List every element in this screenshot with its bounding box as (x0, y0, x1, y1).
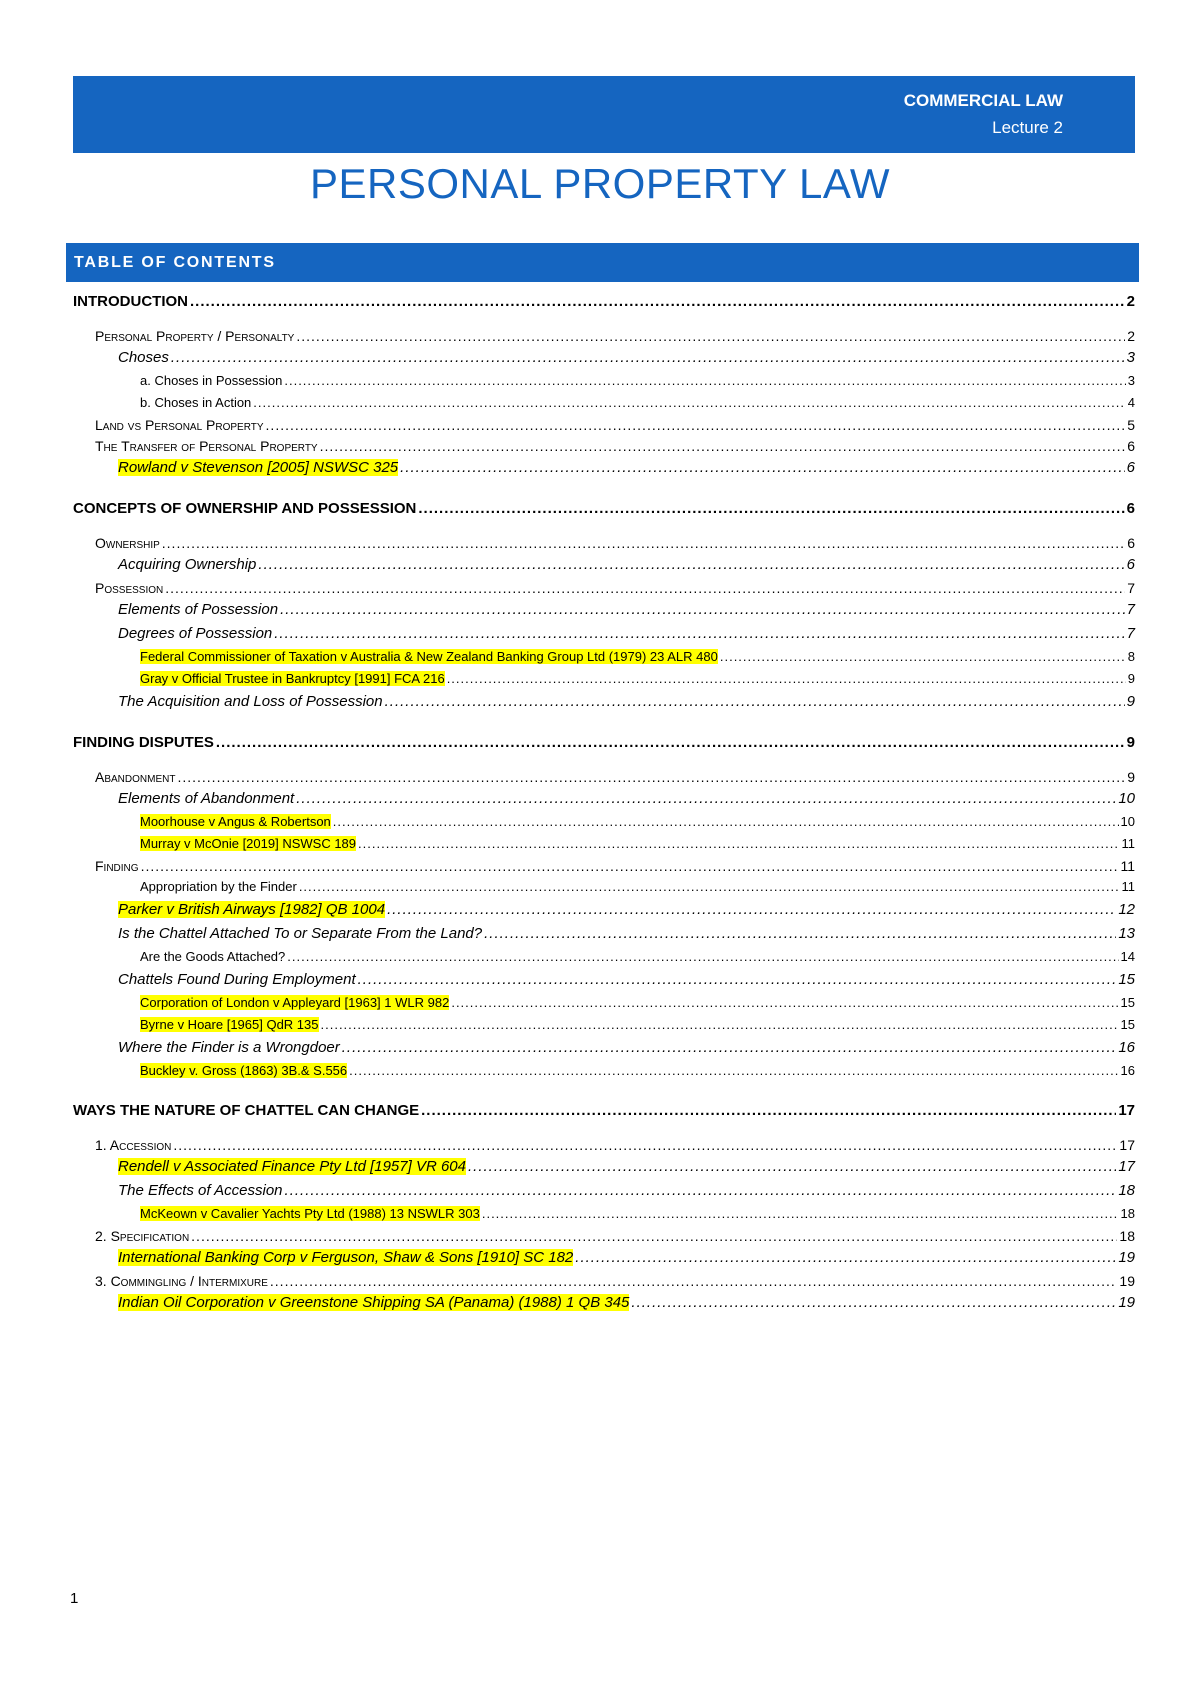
toc-entry-page: 18 (1119, 1228, 1135, 1244)
toc-entry-page: 3 (1127, 373, 1135, 388)
toc-entry-page: 15 (1120, 1017, 1135, 1032)
toc-entry[interactable] (73, 373, 1135, 395)
toc-entry[interactable] (73, 671, 1135, 693)
toc-entry-title: Chattels Found During Employment (118, 971, 356, 988)
toc-entry[interactable] (73, 556, 1135, 580)
toc-entry-page: 2 (1126, 293, 1135, 310)
toc-dot-leader (191, 1228, 1117, 1244)
toc-dot-leader (162, 535, 1125, 551)
toc-entry-title: Choses (118, 349, 169, 366)
toc-entry[interactable] (73, 858, 1135, 879)
toc-entry-page: 13 (1118, 925, 1135, 942)
toc-dot-leader (720, 649, 1126, 664)
document-title: PERSONAL PROPERTY LAW (309, 160, 890, 207)
toc-entry-page: 7 (1126, 601, 1135, 618)
toc-entry-page: 11 (1121, 836, 1135, 851)
toc-header-band (66, 243, 1139, 282)
toc-entry-page: 10 (1118, 790, 1135, 807)
toc-dot-leader (216, 734, 1125, 751)
toc-entry-title: Degrees of Possession (118, 625, 273, 642)
toc-entry-page: 16 (1120, 1063, 1135, 1078)
toc-dot-leader (421, 1102, 1116, 1119)
toc-dot-leader (173, 1137, 1117, 1153)
toc-entry-page: 11 (1120, 858, 1135, 874)
toc-entry-title: 3. Commingling / Intermixure (95, 1273, 268, 1289)
toc-dot-leader (342, 1039, 1117, 1056)
toc-entry-title: a. Choses in Possession (140, 373, 283, 388)
toc-dot-leader (171, 349, 1125, 366)
toc-entry-title: INTRODUCTION (73, 293, 188, 310)
toc-entry[interactable] (73, 1102, 1135, 1124)
toc-entry-title: Where the Finder is a Wrongdoer (118, 1039, 340, 1056)
toc-entry-page: 19 (1118, 1249, 1135, 1266)
lecture-label: Lecture 2 (992, 118, 1063, 137)
toc-entry-page: 8 (1127, 649, 1135, 664)
toc-entry-title: Abandonment (95, 769, 176, 785)
page-number: 1 (70, 1590, 79, 1607)
toc-dot-leader (358, 971, 1117, 988)
toc-entry[interactable] (73, 1228, 1135, 1249)
toc-entry[interactable] (73, 734, 1135, 756)
toc-entry[interactable] (73, 1063, 1135, 1085)
toc-entry[interactable] (73, 349, 1135, 373)
toc-dot-leader (270, 1273, 1118, 1289)
toc-entry-page: 17 (1119, 1137, 1135, 1153)
toc-entry[interactable] (73, 836, 1135, 858)
toc-entry[interactable] (73, 1294, 1135, 1318)
toc-entry-title: Byrne v Hoare [1965] QdR 135 (140, 1017, 319, 1032)
toc-entry-page: 7 (1126, 625, 1135, 642)
toc-dot-leader (141, 858, 1119, 874)
toc-entry-page: 5 (1127, 417, 1135, 433)
toc-entry-title: Buckley v. Gross (1863) 3B.& S.556 (140, 1063, 348, 1078)
toc-heading: TABLE OF CONTENTS (74, 254, 276, 271)
toc-dot-leader (575, 1249, 1116, 1266)
toc-dot-leader (387, 901, 1116, 918)
toc-entry-title: The Effects of Accession (118, 1182, 283, 1199)
toc-entry-title: FINDING DISPUTES (73, 734, 214, 751)
toc-entry-title: Rowland v Stevenson [2005] NSWSC 325 (118, 459, 399, 476)
toc-dot-leader (253, 395, 1125, 410)
toc-dot-leader (296, 328, 1125, 344)
toc-dot-leader (418, 500, 1124, 517)
toc-entry-page: 6 (1127, 535, 1135, 551)
toc-entry-page: 17 (1118, 1102, 1135, 1119)
toc-dot-leader (349, 1063, 1118, 1078)
toc-entry-title: Murray v McOnie [2019] NSWSC 189 (140, 836, 357, 851)
toc-entry-page: 9 (1126, 734, 1135, 751)
toc-entry-title: Possession (95, 580, 164, 596)
toc-dot-leader (177, 769, 1125, 785)
toc-entry[interactable] (73, 879, 1135, 901)
course-title: COMMERCIAL LAW (903, 91, 1063, 110)
toc-entry-page: 6 (1126, 556, 1135, 573)
toc-dot-leader (280, 601, 1125, 618)
toc-entry[interactable] (73, 1273, 1135, 1294)
toc-dot-leader (333, 814, 1119, 829)
toc-entry-title: Moorhouse v Angus & Robertson (140, 814, 331, 829)
toc-dot-leader (321, 1017, 1119, 1032)
toc-entry-title: 2. Specification (95, 1228, 190, 1244)
toc-dot-leader (482, 1206, 1119, 1221)
toc-entry[interactable] (73, 995, 1135, 1017)
table-of-contents (73, 293, 1135, 1318)
toc-entry[interactable] (73, 395, 1135, 417)
toc-entry-title: The Acquisition and Loss of Possession (118, 693, 383, 710)
toc-entry-page: 11 (1121, 879, 1135, 894)
toc-entry[interactable] (73, 328, 1135, 349)
toc-dot-leader (451, 995, 1118, 1010)
toc-entry[interactable] (73, 459, 1135, 483)
toc-entry[interactable] (73, 601, 1135, 625)
toc-entry-title: WAYS THE NATURE OF CHATTEL CAN CHANGE (73, 1102, 420, 1119)
toc-entry-page: 6 (1126, 459, 1135, 476)
toc-entry[interactable] (73, 1017, 1135, 1039)
toc-entry-title: Corporation of London v Appleyard [1963] 1 WLR 982 (140, 995, 450, 1010)
toc-entry-page: 9 (1126, 693, 1135, 710)
toc-entry-title: Ownership (95, 535, 160, 551)
toc-entry-title: Elements of Possession (118, 601, 279, 618)
toc-entry-title: Rendell v Associated Finance Pty Ltd [1957] VR 604 (118, 1158, 466, 1175)
toc-dot-leader (484, 925, 1116, 942)
toc-entry-title: Are the Goods Attached? (140, 949, 286, 964)
toc-entry-page: 12 (1118, 901, 1135, 918)
toc-entry-page: 14 (1120, 949, 1135, 964)
toc-entry-title: Elements of Abandonment (118, 790, 295, 807)
toc-entry[interactable] (73, 580, 1135, 601)
toc-dot-leader (358, 836, 1119, 851)
toc-entry-page: 19 (1119, 1273, 1135, 1289)
toc-entry[interactable] (73, 901, 1135, 925)
toc-entry-title: Land vs Personal Property (95, 417, 264, 433)
toc-entry-title: Parker v British Airways [1982] QB 1004 (118, 901, 386, 918)
toc-entry[interactable] (73, 1137, 1135, 1158)
toc-entry[interactable] (73, 1249, 1135, 1273)
toc-entry-title: Is the Chattel Attached To or Separate From the Land? (118, 925, 483, 942)
toc-entry[interactable] (73, 417, 1135, 438)
toc-entry-page: 9 (1127, 671, 1135, 686)
toc-entry-page: 6 (1127, 438, 1135, 454)
toc-entry-title: Finding (95, 858, 139, 874)
toc-entry-title: b. Choses in Action (140, 395, 252, 410)
toc-dot-leader (296, 790, 1116, 807)
toc-entry[interactable] (73, 1206, 1135, 1228)
toc-entry[interactable] (73, 693, 1135, 717)
toc-entry[interactable] (73, 925, 1135, 949)
toc-dot-leader (631, 1294, 1116, 1311)
toc-entry-title: Personal Property / Personalty (95, 328, 295, 344)
toc-dot-leader (299, 879, 1120, 894)
toc-dot-leader (285, 1182, 1117, 1199)
toc-dot-leader (447, 671, 1126, 686)
toc-entry-page: 2 (1127, 328, 1135, 344)
toc-dot-leader (385, 693, 1125, 710)
toc-entry-title: McKeown v Cavalier Yachts Pty Ltd (1988) 13 NSWLR 303 (140, 1206, 480, 1221)
header-band (73, 76, 1135, 153)
toc-entry-title: Indian Oil Corporation v Greenstone Shipping SA (Panama) (1988) 1 QB 345 (118, 1294, 630, 1311)
toc-dot-leader (468, 1158, 1116, 1175)
toc-entry-page: 18 (1120, 1206, 1135, 1221)
toc-entry[interactable] (73, 1182, 1135, 1206)
toc-entry-page: 17 (1118, 1158, 1135, 1175)
toc-entry-page: 4 (1127, 395, 1135, 410)
toc-entry[interactable] (73, 535, 1135, 556)
toc-entry-page: 15 (1120, 995, 1135, 1010)
toc-entry-page: 16 (1118, 1039, 1135, 1056)
toc-entry[interactable] (73, 438, 1135, 459)
toc-entry[interactable] (73, 814, 1135, 836)
toc-entry-page: 15 (1118, 971, 1135, 988)
toc-entry[interactable] (73, 625, 1135, 649)
toc-entry-page: 10 (1120, 814, 1135, 829)
toc-entry-page: 3 (1126, 349, 1135, 366)
toc-entry-title: Acquiring Ownership (118, 556, 257, 573)
toc-entry-title: International Banking Corp v Ferguson, Shaw & Sons [1910] SC 182 (118, 1249, 574, 1266)
toc-entry[interactable] (73, 1158, 1135, 1182)
toc-entry-title: 1. Accession (95, 1137, 172, 1153)
toc-entry[interactable] (73, 769, 1135, 790)
toc-entry-page: 19 (1118, 1294, 1135, 1311)
toc-entry-title: Appropriation by the Finder (140, 879, 297, 894)
toc-entry-title: Federal Commissioner of Taxation v Australia & New Zealand Banking Group Ltd (1979) 23 ALR 480 (140, 649, 718, 664)
toc-dot-leader (287, 949, 1118, 964)
toc-dot-leader (320, 438, 1126, 454)
toc-dot-leader (400, 459, 1125, 476)
toc-entry-page: 18 (1118, 1182, 1135, 1199)
toc-entry[interactable] (73, 293, 1135, 315)
toc-entry-page: 7 (1127, 580, 1135, 596)
toc-entry[interactable] (73, 790, 1135, 814)
toc-entry[interactable] (73, 649, 1135, 671)
toc-entry[interactable] (73, 500, 1135, 522)
toc-entry-page: 6 (1126, 500, 1135, 517)
toc-entry[interactable] (73, 949, 1135, 971)
toc-entry-page: 9 (1127, 769, 1135, 785)
toc-dot-leader (165, 580, 1125, 596)
toc-dot-leader (190, 293, 1125, 310)
toc-entry-title: CONCEPTS OF OWNERSHIP AND POSSESSION (73, 500, 417, 517)
toc-dot-leader (274, 625, 1124, 642)
toc-entry-title: Gray v Official Trustee in Bankruptcy [1991] FCA 216 (140, 671, 445, 686)
toc-dot-leader (258, 556, 1124, 573)
toc-dot-leader (284, 373, 1125, 388)
toc-entry[interactable] (73, 1039, 1135, 1063)
toc-entry[interactable] (73, 971, 1135, 995)
toc-entry-title: The Transfer of Personal Property (95, 438, 318, 454)
toc-dot-leader (266, 417, 1126, 433)
